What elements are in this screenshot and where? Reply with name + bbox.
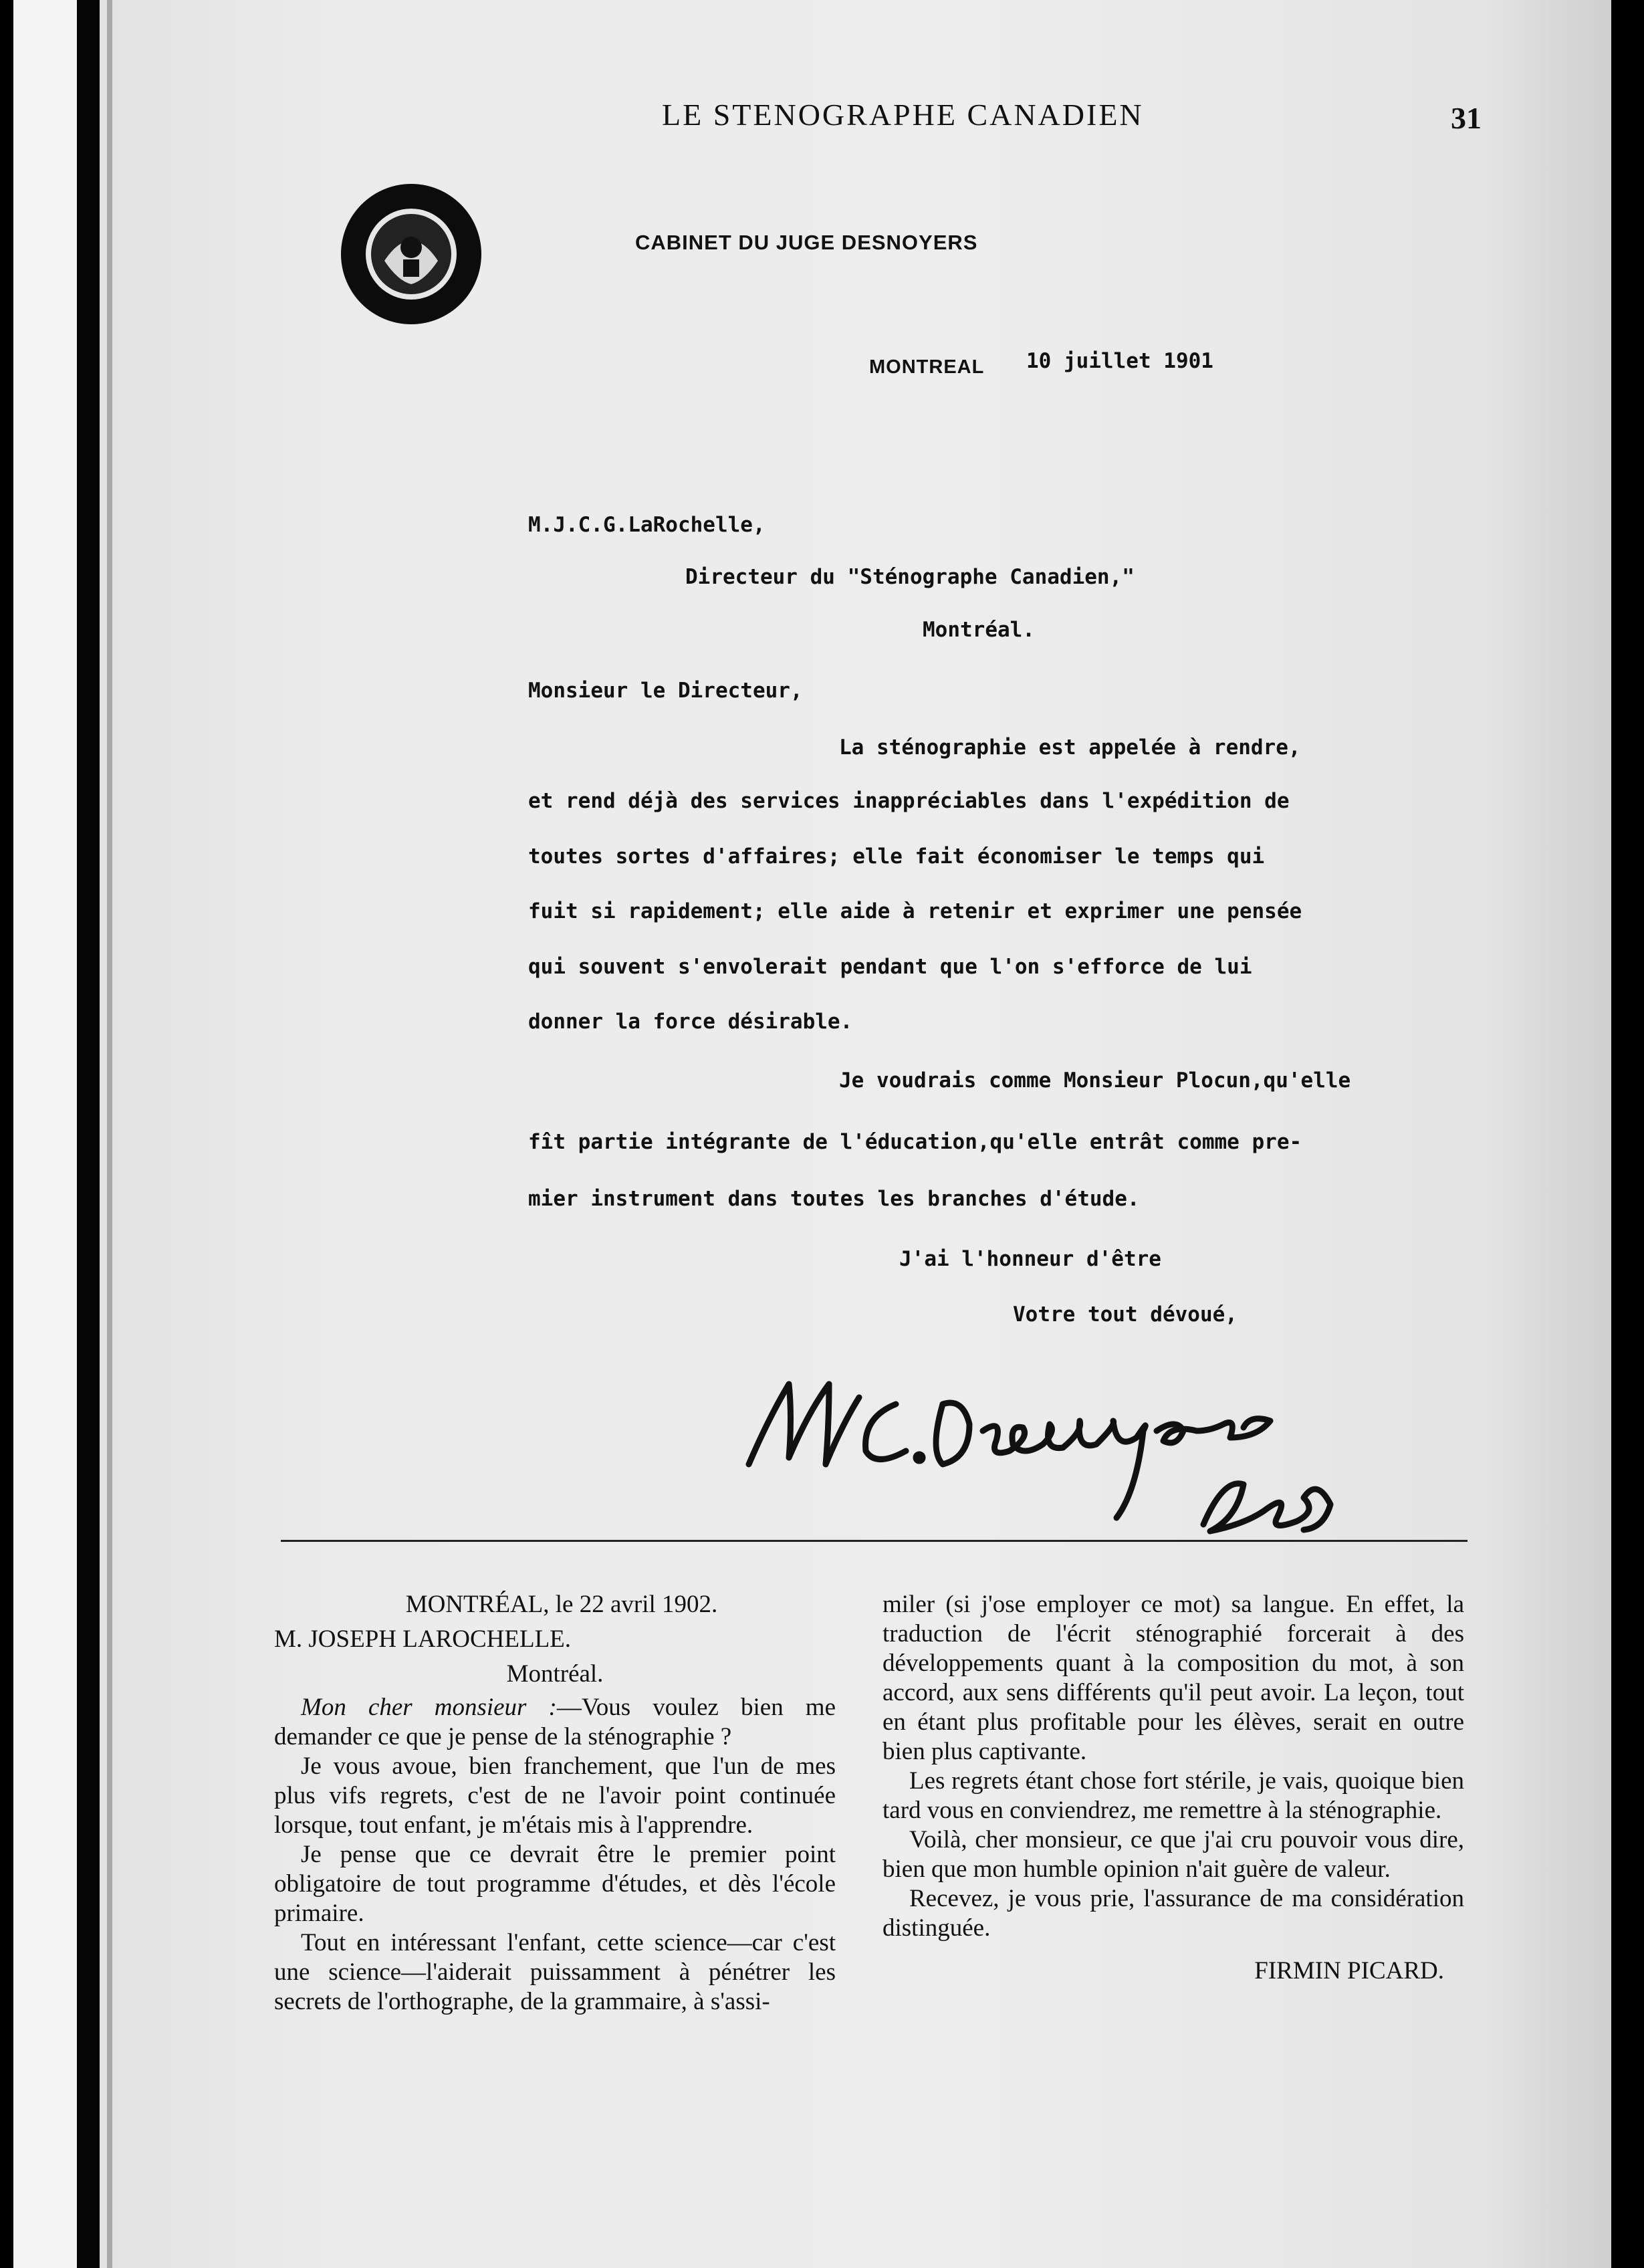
letter2-city: Montréal. (506, 1660, 604, 1688)
letter-body-line: mier instrument dans toutes les branches d'étude. (528, 1187, 1140, 1211)
letter2-column-2 (883, 1590, 1464, 1986)
letter2-paragraph: Tout en intéressant l'enfant, cette science—car c'est une science—l'aiderait puissamment à pénétrer les secrets de l'orthographe, de la grammaire, à s'assi- (274, 1929, 836, 2015)
letter-closing: J'ai l'honneur d'être (899, 1247, 1161, 1271)
divider-rule (281, 1540, 1467, 1542)
binding-line (107, 0, 112, 2268)
letter-body-line: fuit si rapidement; elle aide à retenir et exprimer une pensée (528, 899, 1302, 923)
letter2-salutation: Mon cher monsieur : (301, 1694, 557, 1721)
document-page (13, 0, 1611, 2268)
page-number: 31 (1451, 101, 1482, 135)
letter-body-line: La sténographie est appelée à rendre, (839, 735, 1301, 760)
running-header: LE STENOGRAPHE CANADIEN (662, 98, 1144, 132)
court-seal-icon (338, 181, 485, 328)
letter2-paragraph: Je vous avoue, bien franchement, que l'un de mes plus vifs regrets, c'est de ne l'avoir point continuée lorsque, tout enfant, je m'étais mis à l'apprendre. (274, 1752, 836, 1839)
office-letterhead: CABINET DU JUGE DESNOYERS (635, 231, 978, 254)
letter-body-line: donner la force désirable. (528, 1010, 853, 1034)
letter2-paragraph: miler (si j'ose employer ce mot) sa langue. En effet, la traduction de l'écrit sténographié forcerait à des développements quant à la composition du mot, à son accord, aux sens différents qu'il peut avoir. La leçon, tout en étant plus profitable pour les élèves, serait en outre bien plus captivante. (883, 1591, 1464, 1765)
letter2-paragraph: Recevez, je vous prie, l'assurance de ma considération distinguée. (883, 1885, 1464, 1942)
letter2-paragraph (274, 1693, 836, 1752)
letter-closing-2: Votre tout dévoué, (1013, 1302, 1238, 1327)
letter2-column-1 (274, 1590, 836, 2017)
letter-body-line: fît partie intégrante de l'éducation,qu'elle entrât comme pre- (528, 1130, 1302, 1154)
addressee-title: Directeur du "Sténographe Canadien," (685, 565, 1135, 589)
letter2-paragraph-text: —Vous voulez bien me demander ce que je pense de la sténographie ? (274, 1694, 836, 1750)
letter2-paragraph: Les regrets étant chose fort stérile, je vais, quoique bien tard vous en conviendrez, me remettre à la sténographie. (883, 1767, 1464, 1824)
letter-body-line: qui souvent s'envolerait pendant que l'on s'efforce de lui (528, 955, 1252, 979)
letter2-recipient: M. JOSEPH LAROCHELLE. (274, 1625, 572, 1653)
letter2-paragraph: Voilà, cher monsieur, ce que j'ai cru pouvoir vous dire, bien que mon humble opinion n'ait guère de valeur. (883, 1826, 1464, 1883)
letter-date: 10 juillet 1901 (1026, 349, 1213, 373)
letter-body-line: et rend déjà des services inappréciables dans l'expédition de (528, 789, 1290, 813)
addressee-city: Montréal. (923, 618, 1035, 642)
letter2-signature: FIRMIN PICARD. (1254, 1957, 1444, 1984)
handwritten-signature (742, 1357, 1364, 1558)
addressee: M.J.C.G.LaRochelle, (528, 513, 766, 537)
letter-body-line: Je voudrais comme Monsieur Plocun,qu'elle (839, 1068, 1351, 1093)
letter-body-line: toutes sortes d'affaires; elle fait économiser le temps qui (528, 844, 1265, 869)
letter2-dateline: MONTRÉAL, le 22 avril 1902. (405, 1591, 718, 1618)
letter2-paragraph: Je pense que ce devrait être le premier point obligatoire de tout programme d'études, et dès l'école primaire. (274, 1841, 836, 1927)
letterhead-city: MONTREAL (869, 356, 985, 378)
letter-salutation: Monsieur le Directeur, (528, 679, 803, 703)
binding-shadow (77, 0, 100, 2268)
